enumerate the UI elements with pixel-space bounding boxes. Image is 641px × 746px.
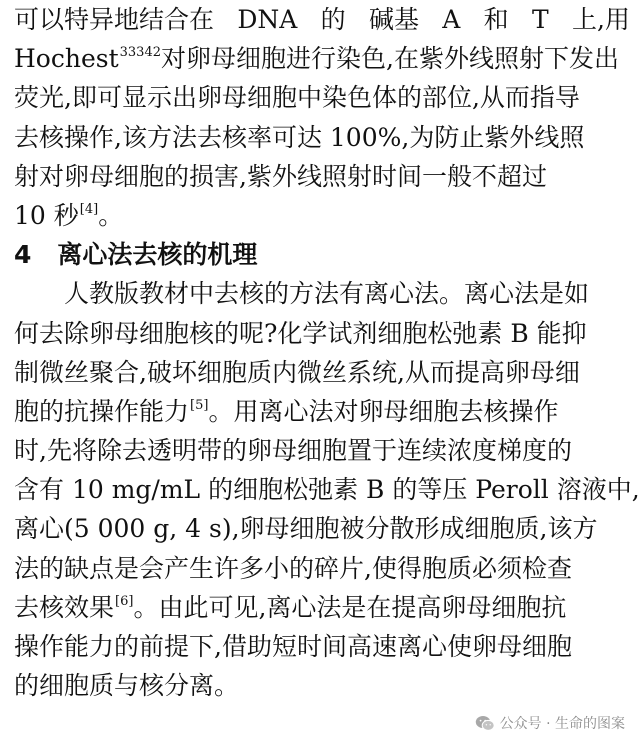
- section-title: 离心法去核的机理: [57, 240, 258, 270]
- text-line-content: 的细胞质与核分离。: [14, 671, 240, 701]
- text-line: [14, 549, 630, 588]
- text-line-content: [14, 196, 123, 235]
- text-line-content: [14, 39, 619, 78]
- text-line: [14, 274, 630, 313]
- document-page: [14, 0, 640, 705]
- text-line-content: 离心(5 000 g, 4 s),卵母细胞被分散形成细胞质,该方: [14, 514, 598, 544]
- text-line-content: 制微丝聚合,破坏细胞质内微丝系统,从而提高卵母细: [14, 357, 580, 387]
- text-segment: DNA: [237, 5, 298, 34]
- text-line: [14, 0, 630, 39]
- text-line-content: 荧光,即可显示出卵母细胞中染色体的部位,从而指导: [14, 83, 580, 113]
- text-line: [14, 314, 630, 353]
- text-segment: T: [531, 5, 549, 34]
- text-line-content: 时,先将除去透明带的卵母细胞置于连续浓度梯度的: [14, 436, 572, 466]
- wechat-icon: [475, 715, 495, 732]
- text-line-content: 操作能力的前提下,借助短时间高速离心使卵母细胞: [14, 632, 572, 661]
- text-segment: 去核效果: [14, 592, 115, 622]
- text-segment: 10 秒: [14, 200, 79, 230]
- text-line: [14, 39, 630, 78]
- text-segment: 胞的抗操作能力: [14, 396, 190, 426]
- text-line: [14, 78, 630, 117]
- watermark: [471, 712, 629, 734]
- text-segment: 和: [483, 5, 509, 34]
- text-line: [14, 470, 640, 509]
- text-line-content: 射对卵母细胞的损害,紫外线照射时间一般不超过: [14, 161, 547, 191]
- text-segment: 。由此可见,离心法是在提高卵母细胞抗: [133, 592, 567, 622]
- text-segment: 。用离心法对卵母细胞去核操作: [208, 396, 559, 426]
- text-line-content: [14, 392, 558, 431]
- citation: [4]: [79, 201, 99, 217]
- text-line: [14, 431, 630, 470]
- text-line-content: 含有 10 mg/mL 的细胞松弛素 B 的等压 Peroll 溶液中,: [14, 475, 640, 505]
- watermark-text: 公众号 · 生命的图案: [499, 716, 625, 732]
- text-line-content: 法的缺点是会产生许多小的碎片,使得胞质必须检查: [14, 553, 572, 583]
- text-segment: 对卵母细胞进行染色,在紫外线照射下发出: [161, 44, 619, 74]
- text-segment: 碱基: [368, 5, 419, 34]
- text-line: [14, 157, 630, 196]
- text-line: [14, 118, 630, 157]
- text-line: [14, 666, 630, 705]
- text-line-content: 何去除卵母细胞核的呢?化学试剂细胞松弛素 B 能抑: [14, 318, 587, 348]
- section-heading: [14, 235, 630, 274]
- text-line: [14, 509, 630, 548]
- superscript: 33342: [119, 45, 161, 61]
- text-line: [14, 392, 630, 431]
- text-line: [14, 196, 630, 235]
- citation: [5]: [190, 397, 209, 413]
- section-number: 4: [14, 240, 32, 270]
- text-segment: A: [442, 5, 461, 34]
- text-line-content: 去核操作,该方法去核率可达 100%,为防止紫外线照: [14, 122, 585, 152]
- text-line-content: [14, 588, 566, 627]
- text-segment: 上,用: [571, 5, 630, 34]
- text-segment: Hochest: [14, 44, 119, 74]
- text-segment: 可以特异地结合在: [14, 5, 215, 34]
- text-segment: 的: [320, 5, 346, 34]
- text-line: [14, 627, 630, 666]
- text-segment: 。: [98, 200, 124, 230]
- text-line: [14, 588, 630, 627]
- citation: [6]: [115, 593, 134, 609]
- text-line-content: 人教版教材中去核的方法有离心法。离心法是如: [64, 279, 590, 309]
- text-line: [14, 353, 630, 392]
